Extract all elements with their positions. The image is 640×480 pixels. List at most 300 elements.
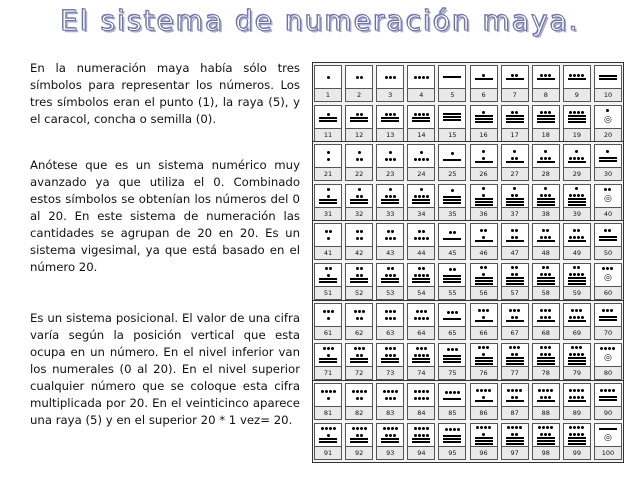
dot-icon bbox=[606, 309, 609, 312]
bar-icon bbox=[475, 277, 493, 279]
bar-icon bbox=[537, 204, 555, 206]
bar-icon bbox=[506, 283, 524, 285]
dot-icon bbox=[573, 157, 576, 160]
numeral-cell bbox=[376, 383, 404, 420]
dots-group bbox=[604, 188, 611, 191]
numeral-level bbox=[544, 187, 547, 190]
numeral-level bbox=[443, 196, 461, 204]
bar-icon bbox=[475, 118, 493, 120]
dot-icon bbox=[418, 390, 421, 393]
bar-icon bbox=[506, 357, 524, 359]
maya-glyph bbox=[346, 384, 372, 406]
dot-icon bbox=[515, 273, 518, 276]
numeral-level bbox=[506, 74, 524, 80]
numeral-label: 22 bbox=[346, 167, 372, 180]
dots-group bbox=[420, 188, 423, 191]
numeral-cell bbox=[532, 263, 560, 300]
dot-icon bbox=[569, 396, 572, 399]
dot-icon bbox=[414, 390, 417, 393]
dot-icon bbox=[507, 389, 510, 392]
dot-icon bbox=[604, 229, 607, 232]
numeral-cell bbox=[470, 223, 498, 260]
numeral-level bbox=[443, 355, 461, 363]
numeral-level bbox=[568, 194, 586, 206]
dot-icon bbox=[426, 113, 429, 116]
dot-icon bbox=[476, 389, 479, 392]
bar-icon bbox=[381, 281, 399, 283]
dot-icon bbox=[511, 74, 514, 77]
dot-icon bbox=[581, 353, 584, 356]
dot-icon bbox=[509, 309, 512, 312]
dot-icon bbox=[581, 111, 584, 114]
dots-group bbox=[356, 230, 363, 233]
numeral-cell bbox=[407, 303, 435, 340]
numeral-level bbox=[537, 353, 555, 365]
dot-icon bbox=[364, 427, 367, 430]
dots-group bbox=[540, 111, 551, 114]
bar-icon bbox=[506, 440, 524, 442]
dot-icon bbox=[327, 397, 330, 400]
numeral-level bbox=[604, 434, 612, 443]
dots-group bbox=[540, 316, 551, 319]
dot-icon bbox=[548, 273, 551, 276]
numeral-cell bbox=[501, 184, 529, 221]
dots-group bbox=[327, 397, 330, 400]
bar-icon bbox=[443, 76, 461, 78]
bar-icon bbox=[350, 358, 368, 360]
dot-icon bbox=[389, 347, 392, 350]
numeral-level bbox=[475, 194, 493, 206]
dot-icon bbox=[321, 390, 324, 393]
dot-icon bbox=[327, 347, 330, 350]
dot-icon bbox=[581, 316, 584, 319]
dot-icon bbox=[480, 266, 483, 269]
numeral-label: 1 bbox=[315, 88, 341, 101]
dots-group bbox=[327, 317, 330, 320]
dots-group bbox=[385, 158, 396, 161]
numeral-level bbox=[475, 396, 493, 402]
dots-group bbox=[414, 354, 429, 357]
numeral-label: 34 bbox=[408, 207, 434, 220]
dot-icon bbox=[548, 309, 551, 312]
dot-icon bbox=[422, 390, 425, 393]
bar-icon bbox=[443, 199, 461, 201]
maya-glyph bbox=[315, 185, 341, 207]
dots-group bbox=[511, 236, 518, 239]
bar-icon bbox=[381, 120, 399, 122]
numeral-level bbox=[476, 389, 491, 392]
dot-icon bbox=[546, 266, 549, 269]
page-title: El sistema de numeración maya. bbox=[60, 4, 580, 37]
numeral-level bbox=[476, 426, 491, 429]
numeral-label: 98 bbox=[533, 446, 559, 459]
dots-group bbox=[356, 274, 363, 277]
numeral-level bbox=[381, 434, 399, 443]
dot-icon bbox=[569, 353, 572, 356]
maya-glyph bbox=[377, 264, 403, 286]
numeral-label: 36 bbox=[471, 207, 497, 220]
dot-icon bbox=[540, 316, 543, 319]
numeral-level bbox=[327, 76, 330, 79]
dot-icon bbox=[449, 268, 452, 271]
dot-icon bbox=[544, 187, 547, 190]
dots-group bbox=[414, 274, 429, 277]
maya-glyph bbox=[564, 185, 590, 207]
maya-glyph bbox=[564, 344, 590, 366]
dot-icon bbox=[356, 397, 359, 400]
dot-icon bbox=[354, 347, 357, 350]
numeral-level bbox=[569, 389, 584, 392]
dot-icon bbox=[327, 310, 330, 313]
bar-icon bbox=[568, 115, 586, 117]
bar-icon bbox=[506, 78, 524, 80]
numeral-label: 72 bbox=[346, 366, 372, 379]
dot-icon bbox=[515, 316, 518, 319]
maya-glyph bbox=[564, 224, 590, 246]
numeral-cell bbox=[376, 65, 404, 102]
dot-icon bbox=[395, 427, 398, 430]
maya-glyph bbox=[502, 264, 528, 286]
dots-group bbox=[321, 427, 336, 430]
maya-glyph bbox=[377, 424, 403, 446]
dot-icon bbox=[546, 229, 549, 232]
dot-icon bbox=[540, 396, 543, 399]
dot-icon bbox=[447, 311, 450, 314]
dots-group bbox=[389, 188, 392, 191]
dot-icon bbox=[548, 157, 551, 160]
bar-icon bbox=[568, 357, 586, 359]
maya-glyph bbox=[471, 145, 497, 167]
bar-icon bbox=[537, 161, 555, 163]
numeral-label: 35 bbox=[439, 207, 465, 220]
numeral-level bbox=[420, 188, 423, 191]
numeral-cell bbox=[470, 383, 498, 420]
maya-glyph bbox=[471, 106, 497, 128]
maya-glyph bbox=[346, 66, 372, 88]
numeral-level bbox=[387, 267, 394, 270]
dot-icon bbox=[544, 236, 547, 239]
numeral-level bbox=[327, 237, 330, 240]
dot-icon bbox=[356, 390, 359, 393]
numeral-cell bbox=[563, 65, 591, 102]
dot-icon bbox=[418, 427, 421, 430]
maya-glyph bbox=[315, 304, 341, 326]
dots-group bbox=[511, 396, 518, 399]
dots-group bbox=[511, 273, 518, 276]
maya-glyph bbox=[564, 106, 590, 128]
dots-group bbox=[482, 396, 485, 399]
dots-group bbox=[569, 396, 584, 399]
maya-glyph bbox=[502, 106, 528, 128]
dot-icon bbox=[457, 428, 460, 431]
dot-icon bbox=[391, 390, 394, 393]
dot-icon bbox=[389, 76, 392, 79]
bar-icon bbox=[475, 78, 493, 80]
bar-icon bbox=[599, 396, 617, 398]
dot-icon bbox=[325, 230, 328, 233]
numeral-level bbox=[509, 346, 520, 349]
dots-group bbox=[478, 346, 489, 349]
numeral-label: 97 bbox=[502, 446, 528, 459]
numeral-label: 29 bbox=[564, 167, 590, 180]
dot-icon bbox=[360, 274, 363, 277]
maya-glyph bbox=[439, 424, 465, 446]
dot-icon bbox=[573, 236, 576, 239]
dot-icon bbox=[422, 76, 425, 79]
numeral-block bbox=[312, 300, 624, 383]
maya-glyph bbox=[408, 106, 434, 128]
numeral-level bbox=[350, 274, 368, 283]
numeral-level bbox=[443, 76, 461, 78]
dot-icon bbox=[418, 397, 421, 400]
numeral-level bbox=[416, 347, 427, 350]
numeral-level bbox=[575, 150, 578, 153]
numeral-level bbox=[475, 74, 493, 80]
dots-group bbox=[511, 157, 518, 160]
bar-icon bbox=[443, 361, 461, 363]
bar-icon bbox=[506, 277, 524, 279]
numeral-level bbox=[356, 397, 363, 400]
maya-glyph bbox=[377, 304, 403, 326]
dot-icon bbox=[414, 434, 417, 437]
dot-icon bbox=[391, 267, 394, 270]
numeral-label: 19 bbox=[564, 128, 590, 141]
numeral-level bbox=[573, 229, 580, 232]
dot-icon bbox=[426, 76, 429, 79]
numeral-cell bbox=[532, 423, 560, 460]
dot-icon bbox=[544, 316, 547, 319]
bar-icon bbox=[568, 204, 586, 206]
dots-group bbox=[385, 195, 396, 198]
dot-icon bbox=[569, 194, 572, 197]
numeral-cell bbox=[532, 383, 560, 420]
dot-icon bbox=[420, 188, 423, 191]
dot-icon bbox=[327, 195, 330, 198]
dot-icon bbox=[422, 158, 425, 161]
bar-icon bbox=[568, 440, 586, 442]
dot-icon bbox=[422, 113, 425, 116]
dot-icon bbox=[515, 157, 518, 160]
dot-icon bbox=[542, 229, 545, 232]
maya-glyph bbox=[595, 106, 621, 128]
maya-glyph bbox=[471, 424, 497, 446]
dot-icon bbox=[486, 346, 489, 349]
dot-icon bbox=[387, 230, 390, 233]
dot-icon bbox=[327, 354, 330, 357]
intro-paragraph: En la numeración maya había sólo tres símbolos para representar los números. Los tres símbolos eran el punto (1), la raya (5), y el caracol, concha o semilla (0). bbox=[30, 61, 300, 126]
dots-group bbox=[482, 353, 485, 356]
dots-group bbox=[540, 273, 551, 276]
dot-icon bbox=[385, 76, 388, 79]
bar-icon bbox=[381, 202, 399, 204]
dots-group bbox=[575, 150, 578, 153]
dots-group bbox=[327, 237, 330, 240]
numeral-block bbox=[312, 141, 624, 224]
numeral-level bbox=[568, 157, 586, 163]
dot-icon bbox=[608, 229, 611, 232]
dot-icon bbox=[476, 426, 479, 429]
numeral-cell bbox=[470, 144, 498, 181]
dots-group bbox=[569, 273, 584, 276]
dot-icon bbox=[356, 427, 359, 430]
dot-icon bbox=[422, 317, 425, 320]
dots-group bbox=[445, 428, 460, 431]
dots-group bbox=[420, 151, 423, 154]
dot-icon bbox=[573, 396, 576, 399]
maya-glyph bbox=[315, 344, 341, 366]
maya-glyph bbox=[408, 304, 434, 326]
bar-icon bbox=[537, 280, 555, 282]
numeral-level bbox=[381, 274, 399, 283]
numeral-level bbox=[389, 188, 392, 191]
numeral-label: 46 bbox=[471, 246, 497, 259]
numeral-label: 37 bbox=[502, 207, 528, 220]
numeral-cell bbox=[532, 65, 560, 102]
dot-icon bbox=[577, 316, 580, 319]
numeral-row bbox=[314, 303, 622, 340]
dot-icon bbox=[484, 266, 487, 269]
dot-icon bbox=[540, 157, 543, 160]
dot-icon bbox=[360, 267, 363, 270]
bar-icon bbox=[568, 437, 586, 439]
dot-icon bbox=[327, 237, 330, 240]
numeral-level bbox=[540, 346, 551, 349]
dot-icon bbox=[389, 310, 392, 313]
maya-glyph bbox=[564, 66, 590, 88]
bar-icon bbox=[568, 118, 586, 120]
numeral-level bbox=[443, 435, 461, 443]
numeral-label: 85 bbox=[439, 406, 465, 419]
dot-icon bbox=[323, 310, 326, 313]
numeral-level bbox=[414, 158, 429, 161]
dot-icon bbox=[395, 390, 398, 393]
dots-group bbox=[600, 389, 615, 392]
numeral-level bbox=[381, 113, 399, 122]
dot-icon bbox=[548, 346, 551, 349]
dot-icon bbox=[426, 274, 429, 277]
dot-icon bbox=[426, 237, 429, 240]
numeral-label: 54 bbox=[408, 286, 434, 299]
dot-icon bbox=[385, 113, 388, 116]
dots-group bbox=[482, 194, 485, 197]
dot-icon bbox=[327, 158, 330, 161]
dot-icon bbox=[445, 391, 448, 394]
bar-icon bbox=[412, 278, 430, 280]
dots-group bbox=[511, 74, 518, 77]
dot-icon bbox=[612, 389, 615, 392]
numeral-label: 49 bbox=[564, 246, 590, 259]
dot-icon bbox=[542, 426, 545, 429]
numeral-cell bbox=[563, 383, 591, 420]
numeral-label: 7 bbox=[502, 88, 528, 101]
numeral-level bbox=[416, 310, 427, 313]
numeral-level bbox=[451, 189, 454, 192]
dot-icon bbox=[608, 188, 611, 191]
dots-group bbox=[414, 317, 429, 320]
numeral-level bbox=[606, 150, 609, 153]
numeral-label: 11 bbox=[315, 128, 341, 141]
dots-group bbox=[482, 316, 485, 319]
bar-icon bbox=[537, 240, 555, 242]
dots-group bbox=[511, 229, 518, 232]
dot-icon bbox=[511, 157, 514, 160]
dots-group bbox=[602, 309, 613, 312]
numeral-label: 67 bbox=[502, 326, 528, 339]
maya-glyph bbox=[595, 344, 621, 366]
numeral-label: 56 bbox=[471, 286, 497, 299]
numeral-level bbox=[323, 310, 334, 313]
dot-icon bbox=[414, 76, 417, 79]
bar-icon bbox=[475, 121, 493, 123]
numeral-level bbox=[507, 426, 522, 429]
numeral-level bbox=[599, 316, 617, 321]
numeral-label: 44 bbox=[408, 246, 434, 259]
numeral-label: 2 bbox=[346, 88, 372, 101]
bar-icon bbox=[537, 277, 555, 279]
bar-icon bbox=[475, 443, 493, 445]
dot-icon bbox=[389, 113, 392, 116]
numeral-cell bbox=[563, 144, 591, 181]
numeral-label: 66 bbox=[471, 326, 497, 339]
numeral-level bbox=[568, 353, 586, 365]
numeral-level bbox=[321, 427, 336, 430]
dot-icon bbox=[575, 309, 578, 312]
numeral-row bbox=[314, 105, 622, 142]
dot-icon bbox=[511, 229, 514, 232]
bar-icon bbox=[568, 201, 586, 203]
numeral-level bbox=[544, 150, 547, 153]
numeral-level bbox=[325, 230, 332, 233]
bar-icon bbox=[599, 428, 617, 430]
dot-icon bbox=[511, 273, 514, 276]
numeral-label: 5 bbox=[439, 88, 465, 101]
dots-group bbox=[383, 427, 398, 430]
positional-paragraph: Es un sistema posicional. El valor de una cifra varía según la posición vertical que esta ocupa en un número. En el nivel inferior van los numerales (0 al 20). En el nivel superior cualquier número que se coloque esta cifra multiplicada por 20. En el veinticinco aparece una raya (5) y en el superior 20 * 1 vez= 20. bbox=[30, 311, 300, 427]
maya-glyph bbox=[533, 145, 559, 167]
dots-group bbox=[414, 390, 429, 393]
numeral-label: 20 bbox=[595, 128, 621, 141]
dot-icon bbox=[482, 346, 485, 349]
dot-icon bbox=[331, 310, 334, 313]
maya-glyph bbox=[439, 106, 465, 128]
numeral-level bbox=[482, 150, 485, 153]
dots-group bbox=[511, 353, 518, 356]
dot-icon bbox=[573, 353, 576, 356]
dot-icon bbox=[356, 317, 359, 320]
dot-icon bbox=[360, 397, 363, 400]
maya-glyph bbox=[439, 145, 465, 167]
numeral-level bbox=[568, 273, 586, 285]
bar-icon bbox=[568, 363, 586, 365]
dot-icon bbox=[383, 427, 386, 430]
numeral-level bbox=[599, 428, 617, 430]
dot-icon bbox=[327, 151, 330, 154]
dots-group bbox=[383, 390, 398, 393]
numeral-cell bbox=[532, 303, 560, 340]
numeral-cell bbox=[563, 263, 591, 300]
numeral-cell bbox=[407, 223, 435, 260]
dot-icon bbox=[482, 150, 485, 153]
dot-icon bbox=[577, 389, 580, 392]
dot-icon bbox=[327, 434, 330, 437]
dots-group bbox=[416, 347, 427, 350]
numeral-label: 58 bbox=[533, 286, 559, 299]
dot-icon bbox=[424, 310, 427, 313]
dot-icon bbox=[325, 390, 328, 393]
dot-icon bbox=[356, 434, 359, 437]
numeral-level bbox=[511, 266, 518, 269]
numeral-level bbox=[327, 317, 330, 320]
